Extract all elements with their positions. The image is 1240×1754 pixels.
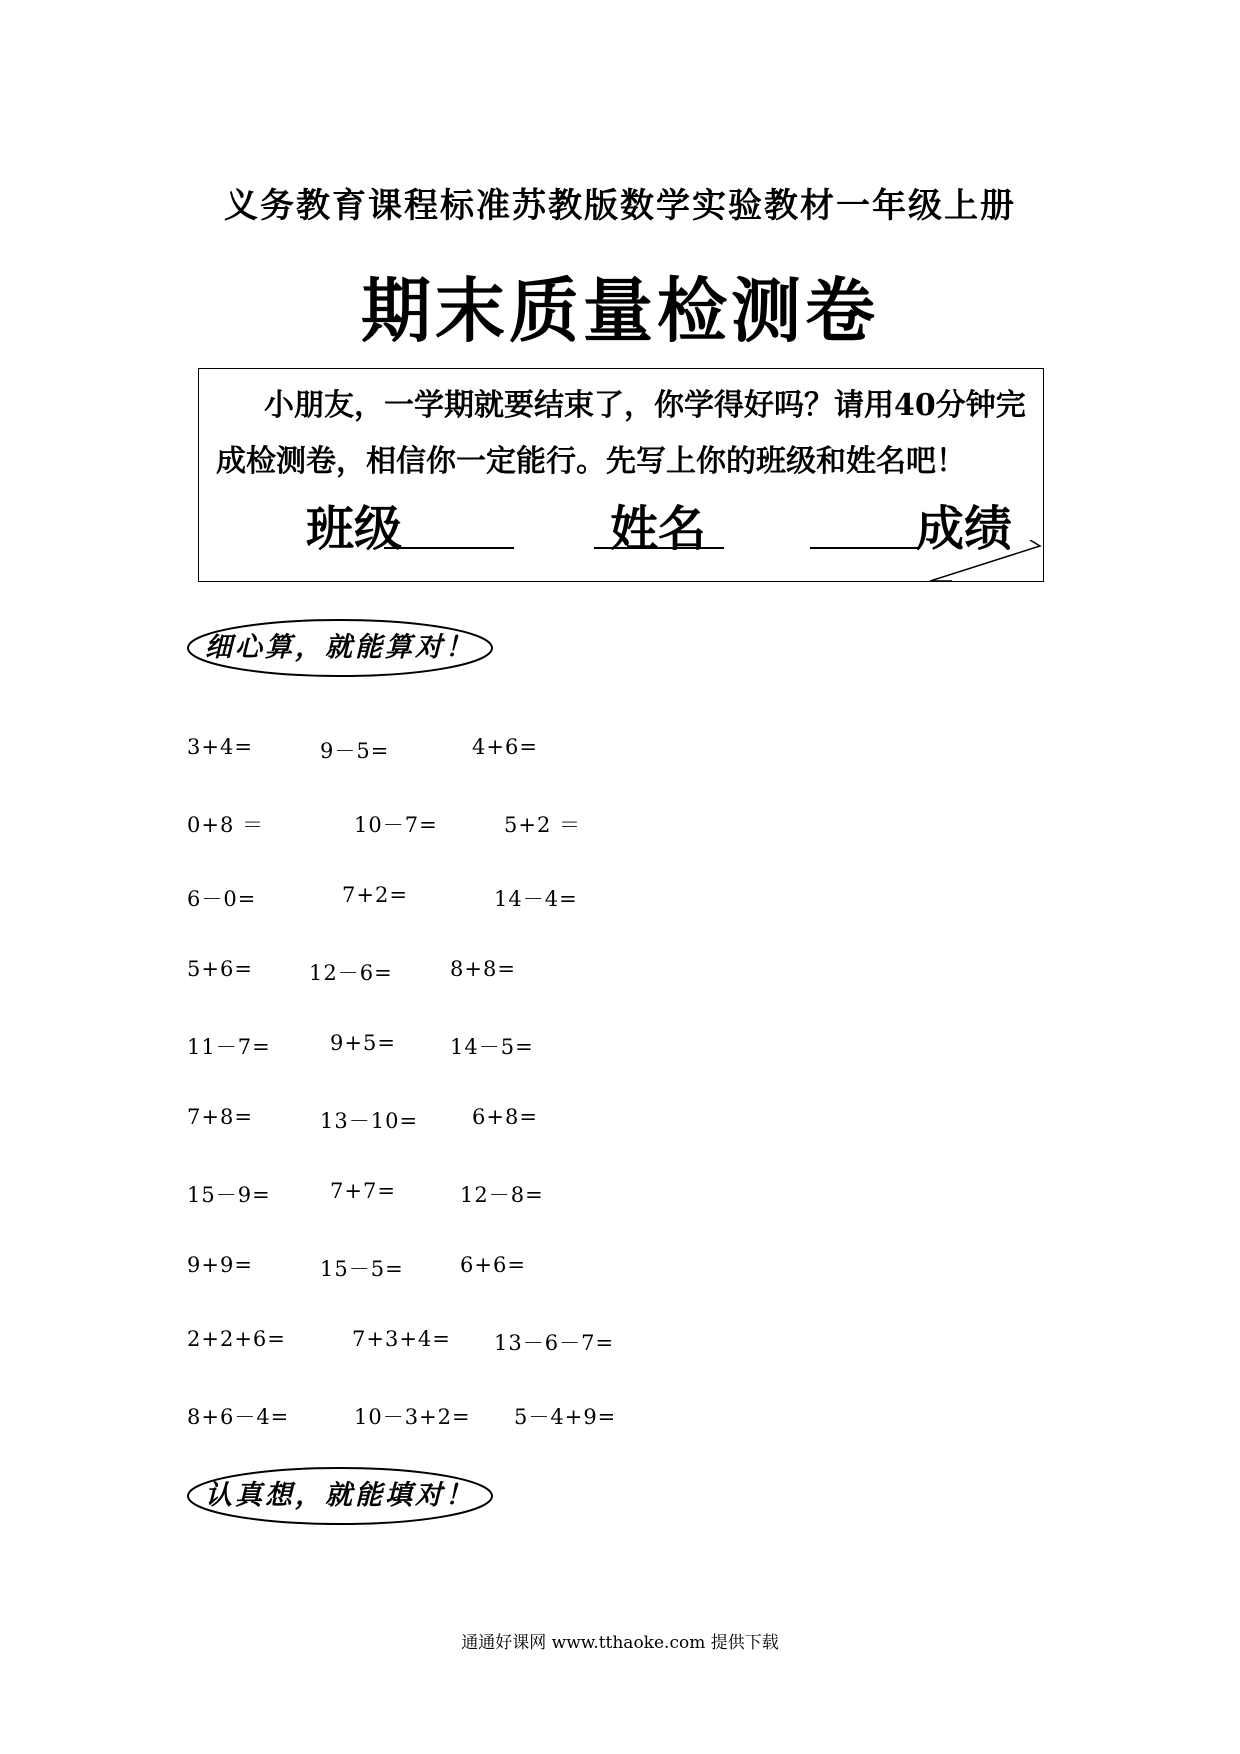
arithmetic-problem: 14－5= — [450, 1035, 534, 1059]
arithmetic-problem: 6－0= — [187, 887, 257, 911]
arithmetic-problem: 7+3+4= — [352, 1327, 451, 1351]
score-input-line[interactable] — [810, 547, 920, 549]
arithmetic-problem: 7+2= — [342, 883, 408, 907]
arithmetic-problem: 3+4= — [187, 735, 253, 759]
section1-banner-text: 细心算，就能算对！ — [205, 632, 475, 663]
arithmetic-problem: 10－3+2= — [354, 1405, 471, 1429]
arithmetic-problem: 6+6= — [460, 1253, 526, 1277]
arithmetic-problem: 15－5= — [320, 1257, 404, 1281]
arithmetic-problem: 13－6－7= — [494, 1331, 615, 1355]
arithmetic-problem: 14－4= — [494, 887, 578, 911]
arithmetic-problem: 9+5= — [330, 1031, 396, 1055]
section2-banner — [185, 1465, 495, 1527]
arithmetic-problem: 9+9= — [187, 1253, 253, 1277]
arithmetic-problem: 10－7= — [354, 813, 438, 837]
section2-banner-text: 认真想，就能填对！ — [205, 1480, 475, 1511]
arithmetic-problem: 5+6= — [187, 957, 253, 981]
class-input-line[interactable] — [384, 547, 514, 549]
arithmetic-problem: 7+8= — [187, 1105, 253, 1129]
arithmetic-problem: 5+2 ＝ — [504, 813, 581, 837]
arithmetic-problem: 8+6－4= — [187, 1405, 290, 1429]
arithmetic-problem: 13－10= — [320, 1109, 419, 1133]
arithmetic-problem: 12－8= — [460, 1183, 544, 1207]
arithmetic-problem: 12－6= — [309, 961, 393, 985]
arithmetic-problem: 0+8 ＝ — [187, 813, 264, 837]
intro-text: 小朋友，一学期就要结束了，你学得好吗？请用40分钟完成检测卷，相信你一定能行。先写上你的班级和姓名吧！ — [216, 388, 1026, 479]
arithmetic-problem: 15－9= — [187, 1183, 271, 1207]
subtitle: 义务教育课程标准苏教版数学实验教材一年级上册 — [224, 186, 1016, 226]
footer: 通通好课网 www.tthaoke.com 提供下载 — [461, 1633, 779, 1653]
arithmetic-problem: 9－5= — [320, 739, 390, 763]
arithmetic-problem: 7+7= — [330, 1179, 396, 1203]
arithmetic-problem: 5－4+9= — [514, 1405, 617, 1429]
class-label: 班级 — [306, 501, 403, 557]
score-label: 成绩 — [916, 501, 1013, 557]
arithmetic-problem: 2+2+6= — [187, 1327, 286, 1351]
arithmetic-problem: 4+6= — [472, 735, 538, 759]
arithmetic-problem: 11－7= — [187, 1035, 271, 1059]
arithmetic-problem: 6+8= — [472, 1105, 538, 1129]
name-label: 姓名 — [610, 501, 707, 557]
page-title: 期末质量检测卷 — [361, 269, 879, 352]
arithmetic-problem: 8+8= — [450, 957, 516, 981]
section1-banner — [185, 617, 495, 679]
name-input-line[interactable] — [594, 547, 724, 549]
